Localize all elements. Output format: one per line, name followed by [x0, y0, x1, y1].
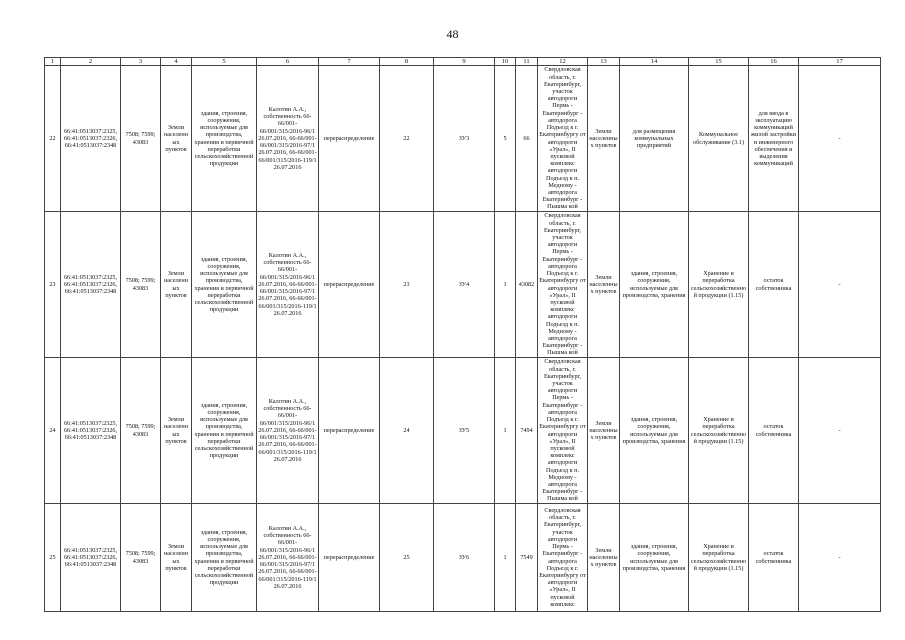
use-classifier: Хранение и переработка сельскохозяйственной продукции (1.15): [690, 543, 747, 572]
rights-cell: [257, 504, 319, 612]
contours-cell: [495, 212, 516, 358]
column-number: 8: [380, 58, 434, 66]
new-land-category: Земли населенных пунктов: [589, 273, 618, 296]
new-use-cell: [620, 212, 689, 358]
plot-code-cell: [434, 212, 495, 358]
plot-code: ЗУ5: [458, 426, 470, 434]
plot-code-cell: [434, 358, 495, 504]
address-cell: [538, 212, 588, 358]
column-number: 15: [689, 58, 749, 66]
plot-number: 22: [403, 134, 410, 142]
method-cell: [319, 504, 380, 612]
contour-count: 5: [503, 134, 507, 142]
plot-code: ЗУ6: [458, 553, 470, 561]
address-cell: [538, 504, 588, 612]
note-cell: [799, 504, 881, 612]
land-plots-table: [44, 57, 881, 612]
note: -: [838, 280, 841, 288]
plot-code-cell: [434, 504, 495, 612]
row-number: 25: [49, 553, 56, 561]
source-areas: 7508; 7599; 43083: [125, 423, 156, 438]
column-number-row: [45, 58, 881, 66]
note: -: [838, 553, 841, 561]
method-cell: [319, 66, 380, 212]
land-category: Земли населенных пунктов: [163, 270, 189, 299]
use-classifier: Коммунальное обслуживание (3.1): [692, 131, 745, 146]
formation-purpose: остаток собственника: [755, 550, 792, 565]
permitted-use-cell: [192, 358, 257, 504]
note-cell: [799, 66, 881, 212]
plot-code: ЗУ3: [458, 134, 470, 142]
areas-cell: [121, 504, 161, 612]
new-use-cell: [620, 358, 689, 504]
permitted-use-cell: [192, 504, 257, 612]
source-areas: 7508; 7599; 43083: [125, 550, 156, 565]
note: -: [838, 134, 841, 142]
column-number: 2: [61, 58, 121, 66]
table-row: [45, 504, 881, 612]
cadastral-numbers: 66:41:0513037:2325, 66:41:0513037:2326, 66:41:0513037:2348: [63, 546, 118, 569]
area-cell: [516, 212, 538, 358]
plot-number-cell: [380, 212, 434, 358]
method-cell: [319, 212, 380, 358]
areas-cell: [121, 66, 161, 212]
cadastral-numbers: 66:41:0513037:2325, 66:41:0513037:2326, 66:41:0513037:2348: [63, 127, 118, 150]
new-category-cell: [588, 358, 620, 504]
column-number: 9: [434, 58, 495, 66]
rights-holder: Калотин А.А., собственность 66-66/001-66/001/315/2016-96/1 26.07.2016, 66-66/001-66/001/315/2016-97/1 26.07.2016, 66-66/001-66/001/315/2016-119/1 26.07.2016: [258, 525, 317, 590]
plot-number-cell: [380, 358, 434, 504]
area-cell: [516, 504, 538, 612]
row-number-cell: [45, 504, 61, 612]
column-number: 3: [121, 58, 161, 66]
page-number: 48: [446, 27, 459, 41]
new-category-cell: [588, 504, 620, 612]
purpose-cell: [749, 212, 799, 358]
new-permitted-use: здания, строения, сооружения, используемые для производства, хранения: [622, 416, 686, 445]
new-land-category: Земли населенных пунктов: [589, 127, 618, 150]
purpose-cell: [749, 358, 799, 504]
column-number: 14: [620, 58, 689, 66]
column-number: 5: [192, 58, 257, 66]
rights-cell: [257, 358, 319, 504]
classifier-cell: [689, 504, 749, 612]
table-row: [45, 358, 881, 504]
new-land-category: Земли населенных пунктов: [589, 546, 618, 569]
column-number: 1: [45, 58, 61, 66]
cadastral-numbers-cell: [61, 212, 121, 358]
contours-cell: [495, 66, 516, 212]
cadastral-numbers-cell: [61, 358, 121, 504]
note-cell: [799, 358, 881, 504]
contour-count: 1: [503, 553, 507, 561]
use-classifier: Хранение и переработка сельскохозяйственной продукции (1.15): [690, 270, 747, 299]
rights-cell: [257, 66, 319, 212]
row-number-cell: [45, 358, 61, 504]
areas-cell: [121, 358, 161, 504]
row-number: 22: [49, 134, 56, 142]
permitted-use-cell: [192, 212, 257, 358]
rights-cell: [257, 212, 319, 358]
cadastral-numbers: 66:41:0513037:2325, 66:41:0513037:2326, 66:41:0513037:2348: [63, 419, 118, 442]
new-permitted-use: для размещения коммунальных предприятий: [632, 127, 676, 150]
permitted-use-cell: [192, 66, 257, 212]
use-classifier: Хранение и переработка сельскохозяйственной продукции (1.15): [690, 416, 747, 445]
column-number: 4: [161, 58, 192, 66]
row-number: 23: [49, 280, 56, 288]
new-permitted-use: здания, строения, сооружения, используемые для производства, хранения: [622, 543, 686, 572]
plot-number: 23: [403, 280, 410, 288]
plot-number: 25: [403, 553, 410, 561]
plot-address: Свердловская область, г. Екатеринбург, участок автодороги Пермь - Екатеринбург - автодорога Подъезд к г. Екатеринбургу от автодороги «Урал», II пусковой комплекс автодороги Подъезд к п. Медному - автодорога Екатеринбург - Пышма кой: [539, 66, 586, 211]
formation-method: перераспределение: [323, 426, 375, 434]
plot-area: 7494: [520, 426, 533, 434]
row-number-cell: [45, 66, 61, 212]
category-cell: [161, 358, 192, 504]
table-row: [45, 66, 881, 212]
row-number-cell: [45, 212, 61, 358]
category-cell: [161, 66, 192, 212]
column-number: 17: [799, 58, 881, 66]
permitted-use: здания, строения, сооружения, используемые для производства, хранения и первичной переработки сельскохозяйственной продукции: [194, 401, 254, 460]
contours-cell: [495, 358, 516, 504]
classifier-cell: [689, 66, 749, 212]
column-number: 12: [538, 58, 588, 66]
classifier-cell: [689, 212, 749, 358]
category-cell: [161, 212, 192, 358]
plot-number-cell: [380, 504, 434, 612]
formation-method: перераспределение: [323, 553, 375, 561]
plot-code: ЗУ4: [458, 280, 470, 288]
area-cell: [516, 66, 538, 212]
land-category: Земли населенных пунктов: [163, 543, 189, 572]
note: -: [838, 426, 841, 434]
plot-area: 7549: [520, 553, 533, 561]
cadastral-numbers-cell: [61, 66, 121, 212]
rights-holder: Калотин А.А., собственность 66-66/001-66/001/315/2016-96/1 26.07.2016, 66-66/001-66/001/315/2016-97/1 26.07.2016, 66-66/001-66/001/315/2016-119/1 26.07.2016: [258, 252, 317, 317]
permitted-use: здания, строения, сооружения, используемые для производства, хранения и первичной переработки сельскохозяйственной продукции: [194, 528, 254, 587]
plot-area: 66: [523, 134, 530, 142]
area-cell: [516, 358, 538, 504]
plot-number: 24: [403, 426, 410, 434]
plot-address: Свердловская область, г. Екатеринбург, участок автодороги Пермь - Екатеринбург - автодорога Подъезд к г. Екатеринбургу от автодороги «Урал», II пусковой комплекс автодороги Подъезд к п. Медному - автодорога Екатеринбург - Пышма кой: [539, 358, 586, 503]
column-number: 16: [749, 58, 799, 66]
note-cell: [799, 212, 881, 358]
formation-purpose: остаток собственника: [755, 277, 792, 292]
source-areas: 7508; 7599; 43083: [125, 131, 156, 146]
plot-address: Свердловская область, г. Екатеринбург, участок автодороги Пермь - Екатеринбург - автодорога Подъезд к г. Екатеринбургу от автодороги «Урал», II пусковой комплекс: [539, 507, 586, 608]
cadastral-numbers-cell: [61, 504, 121, 612]
new-use-cell: [620, 66, 689, 212]
plot-code-cell: [434, 66, 495, 212]
column-number: 11: [516, 58, 538, 66]
new-use-cell: [620, 504, 689, 612]
purpose-cell: [749, 66, 799, 212]
contour-count: 1: [503, 280, 507, 288]
new-category-cell: [588, 212, 620, 358]
rights-holder: Калотин А.А., собственность 66-66/001-66/001/315/2016-96/1 26.07.2016, 66-66/001-66/001/315/2016-97/1 26.07.2016, 66-66/001-66/001/315/2016-119/1 26.07.2016: [258, 398, 317, 463]
category-cell: [161, 504, 192, 612]
plot-area: 43082: [518, 280, 535, 288]
plot-address: Свердловская область, г. Екатеринбург, участок автодороги Пермь - Екатеринбург - автодорога Подъезд к г. Екатеринбургу от автодороги «Урал», II пусковой комплекс автодороги Подъезд к п. Медному - автодорога Екатеринбург - Пышма кой: [539, 212, 586, 357]
table-row: [45, 212, 881, 358]
new-category-cell: [588, 66, 620, 212]
column-number: 7: [319, 58, 380, 66]
new-land-category: Земли населенных пунктов: [589, 419, 618, 442]
address-cell: [538, 358, 588, 504]
land-category: Земли населенных пунктов: [163, 124, 189, 153]
permitted-use: здания, строения, сооружения, используемые для производства, хранения и первичной переработки сельскохозяйственной продукции: [194, 255, 254, 314]
purpose-cell: [749, 504, 799, 612]
formation-method: перераспределение: [323, 134, 375, 142]
address-cell: [538, 66, 588, 212]
formation-purpose: остаток собственника: [755, 423, 792, 438]
areas-cell: [121, 212, 161, 358]
source-areas: 7508; 7599; 43083: [125, 277, 156, 292]
cadastral-numbers: 66:41:0513037:2325, 66:41:0513037:2326, 66:41:0513037:2348: [63, 273, 118, 296]
contour-count: 1: [503, 426, 507, 434]
row-number: 24: [49, 426, 56, 434]
formation-method: перераспределение: [323, 280, 375, 288]
classifier-cell: [689, 358, 749, 504]
plot-number-cell: [380, 66, 434, 212]
column-number: 13: [588, 58, 620, 66]
permitted-use: здания, строения, сооружения, используемые для производства, хранения и первичной переработки сельскохозяйственной продукции: [194, 109, 254, 168]
contours-cell: [495, 504, 516, 612]
method-cell: [319, 358, 380, 504]
land-category: Земли населенных пунктов: [163, 416, 189, 445]
rights-holder: Калотин А.А., собственность 66-66/001-66/001/315/2016-96/1 26.07.2016, 66-66/001-66/001/315/2016-97/1 26.07.2016, 66-66/001-66/001/315/2016-119/1 26.07.2016: [258, 106, 317, 171]
formation-purpose: для ввода в эксплуатацию коммуникаций жилой застройки и инженерного обеспечения и выделения коммуникаций: [750, 109, 797, 168]
column-number: 6: [257, 58, 319, 66]
new-permitted-use: здания, строения, сооружения, используемые для производства, хранения: [622, 270, 686, 299]
column-number: 10: [495, 58, 516, 66]
